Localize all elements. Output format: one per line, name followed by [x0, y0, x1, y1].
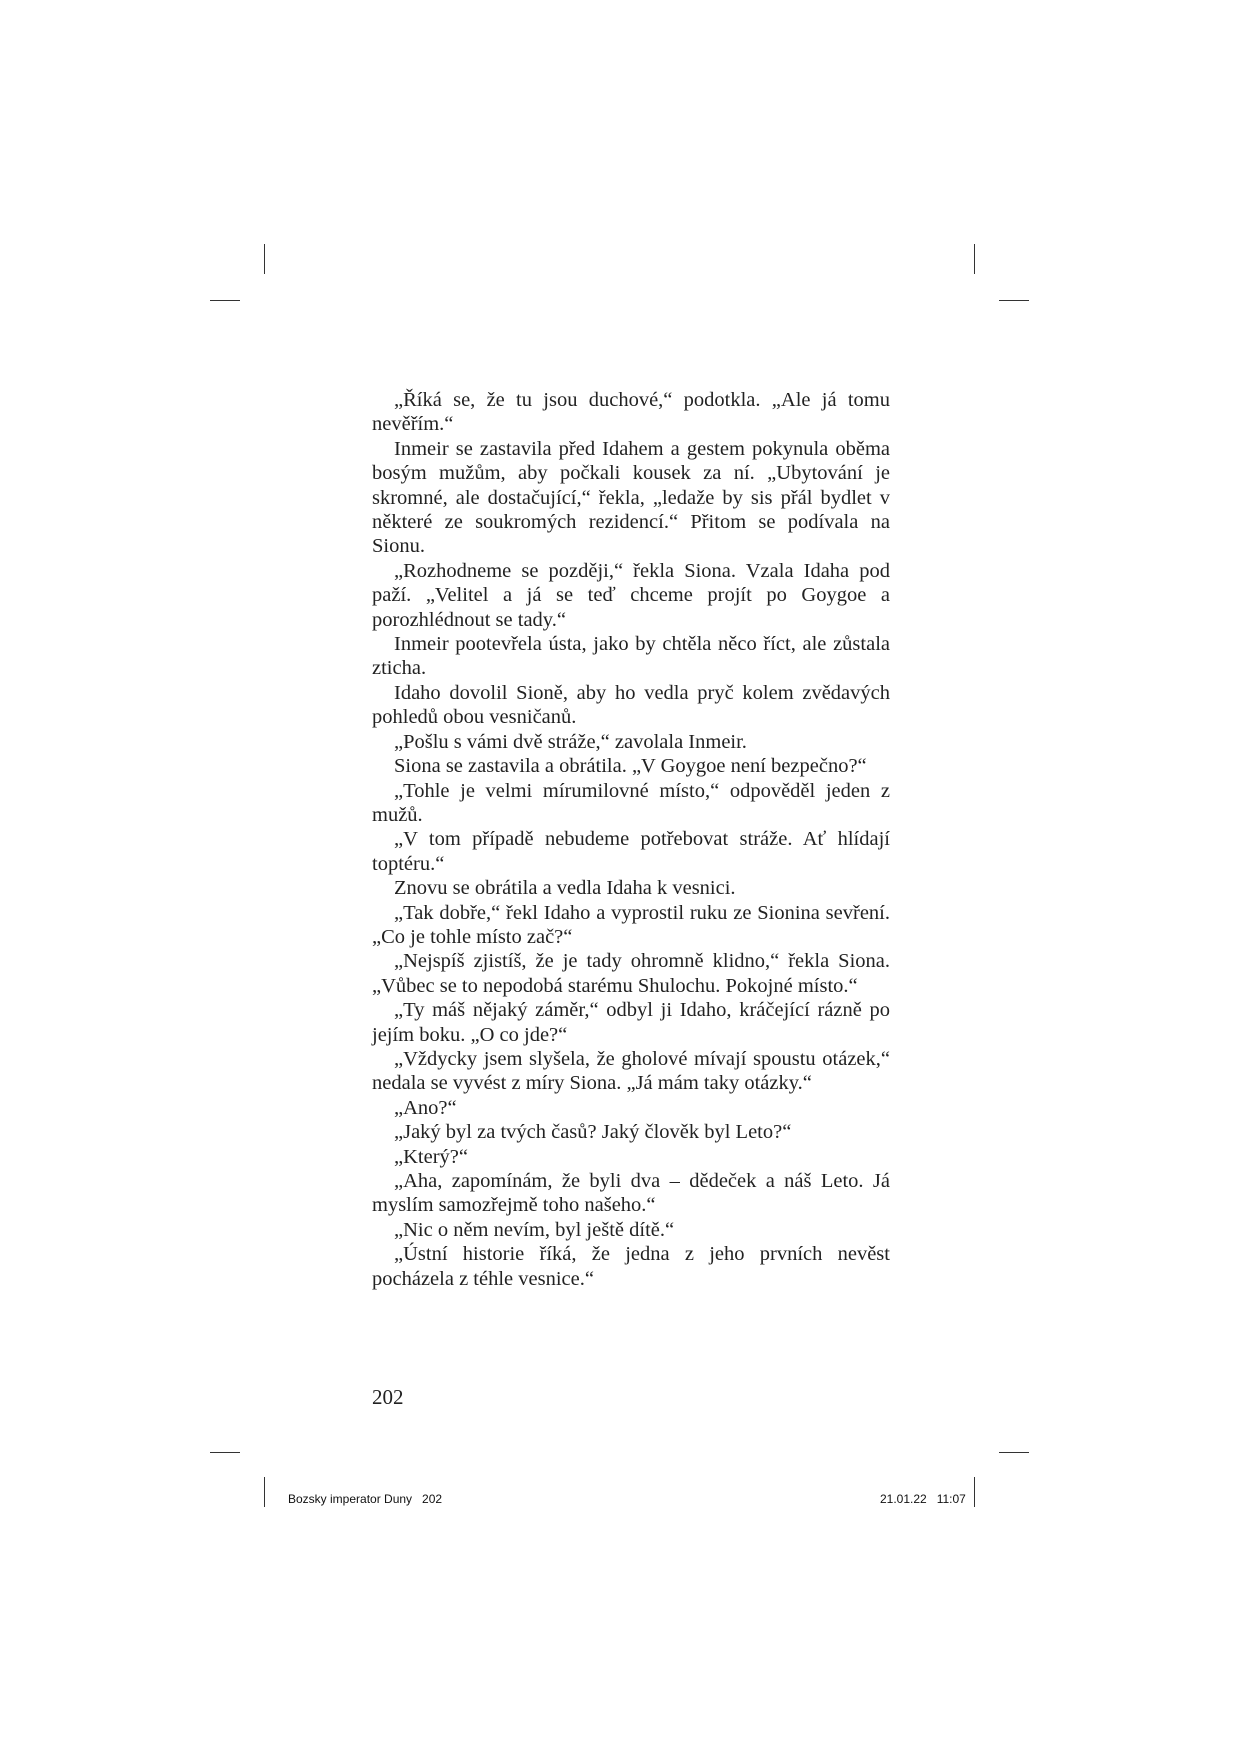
paragraph-2: Inmeir se zastavila před Idahem a gestem pokynula oběma bosým mužům, aby počkali kousek za ní. „Ubytování je skromné, ale dostačující,“ řekla, „ledaže by sis přál bydlet v některé ze soukromých rezidencí.“ Přitom se podívala na Sionu.: [372, 437, 890, 558]
paragraph-20: „Ústní historie říká, že jedna z jeho prvních nevěst pocházela z téhle vesnice.“: [372, 1243, 890, 1290]
crop-mark-bottom-right-horizontal: [999, 1452, 1029, 1453]
crop-mark-top-left-horizontal: [210, 300, 240, 301]
paragraph-1: „Říká se, že tu jsou duchové,“ podotkla. „Ale já tomu nevěřím.“: [372, 389, 890, 436]
paragraph-14: „Vždycky jsem slyšela, že gholové mívají spoustu otázek,“ nedala se vyvést z míry Siona. „Já mám taky otázky.“: [372, 1047, 890, 1095]
paragraph-13: „Ty máš nějaký záměr,“ odbyl ji Idaho, kráčející rázně po jejím boku. „O co jde?“: [372, 999, 890, 1046]
paragraph-19: „Nic o něm nevím, byl ještě dítě.“: [394, 1218, 675, 1241]
slug-filename: Bozsky imperator Duny 202: [288, 1492, 443, 1506]
paragraph-16: „Jaký byl za tvých časů? Jaký člověk byl Leto?“: [394, 1121, 792, 1144]
paragraph-7: Siona se zastavila a obrátila. „V Goygoe není bezpečno?“: [394, 755, 867, 778]
paragraph-4: Inmeir pootevřela ústa, jako by chtěla něco říct, ale zůstala zticha.: [372, 633, 890, 680]
paragraph-6: „Pošlu s vámi dvě stráže,“ zavolala Inmeir.: [394, 730, 747, 753]
paragraph-10: Znovu se obrátila a vedla Idaha k vesnici.: [394, 877, 736, 900]
paragraph-18: „Aha, zapomínám, že byli dva – dědeček a náš Leto. Já myslím samozřejmě toho našeho.“: [372, 1170, 890, 1217]
slug-timestamp: 21.01.22 11:07: [880, 1492, 966, 1506]
paragraph-11: „Tak dobře,“ řekl Idaho a vyprostil ruku ze Sionina sevření. „Co je tohle místo zač?“: [372, 901, 890, 948]
paragraph-5: Idaho dovolil Sioně, aby ho vedla pryč kolem zvědavých pohledů obou vesničanů.: [372, 681, 890, 729]
paragraph-9: „V tom případě nebudeme potřebovat stráže. Ať hlídají toptéru.“: [372, 828, 890, 875]
paragraph-15: „Ano?“: [394, 1096, 457, 1119]
crop-mark-bottom-right-vertical: [974, 1477, 975, 1507]
paragraph-17: „Který?“: [394, 1145, 468, 1168]
crop-mark-top-right-vertical: [974, 244, 975, 274]
paragraph-8: „Tohle je velmi mírumilovné místo,“ odpověděl jeden z mužů.: [372, 779, 890, 826]
crop-mark-top-left-vertical: [264, 244, 265, 274]
paragraph-12: „Nejspíš zjistíš, že je tady ohromně klidno,“ řekla Siona. „Vůbec se to nepodobá starému Shulochu. Pokojné místo.“: [372, 950, 890, 997]
crop-mark-top-right-horizontal: [999, 300, 1029, 301]
paragraph-3: „Rozhodneme se později,“ řekla Siona. Vzala Idaha pod paží. „Velitel a já se teď chceme projít po Goygoe a porozhlédnout se tady.“: [372, 559, 890, 631]
crop-mark-bottom-left-vertical: [264, 1477, 265, 1507]
page-number: 202: [372, 1385, 404, 1409]
body-text: [372, 388, 890, 1291]
crop-mark-bottom-left-horizontal: [210, 1452, 240, 1453]
